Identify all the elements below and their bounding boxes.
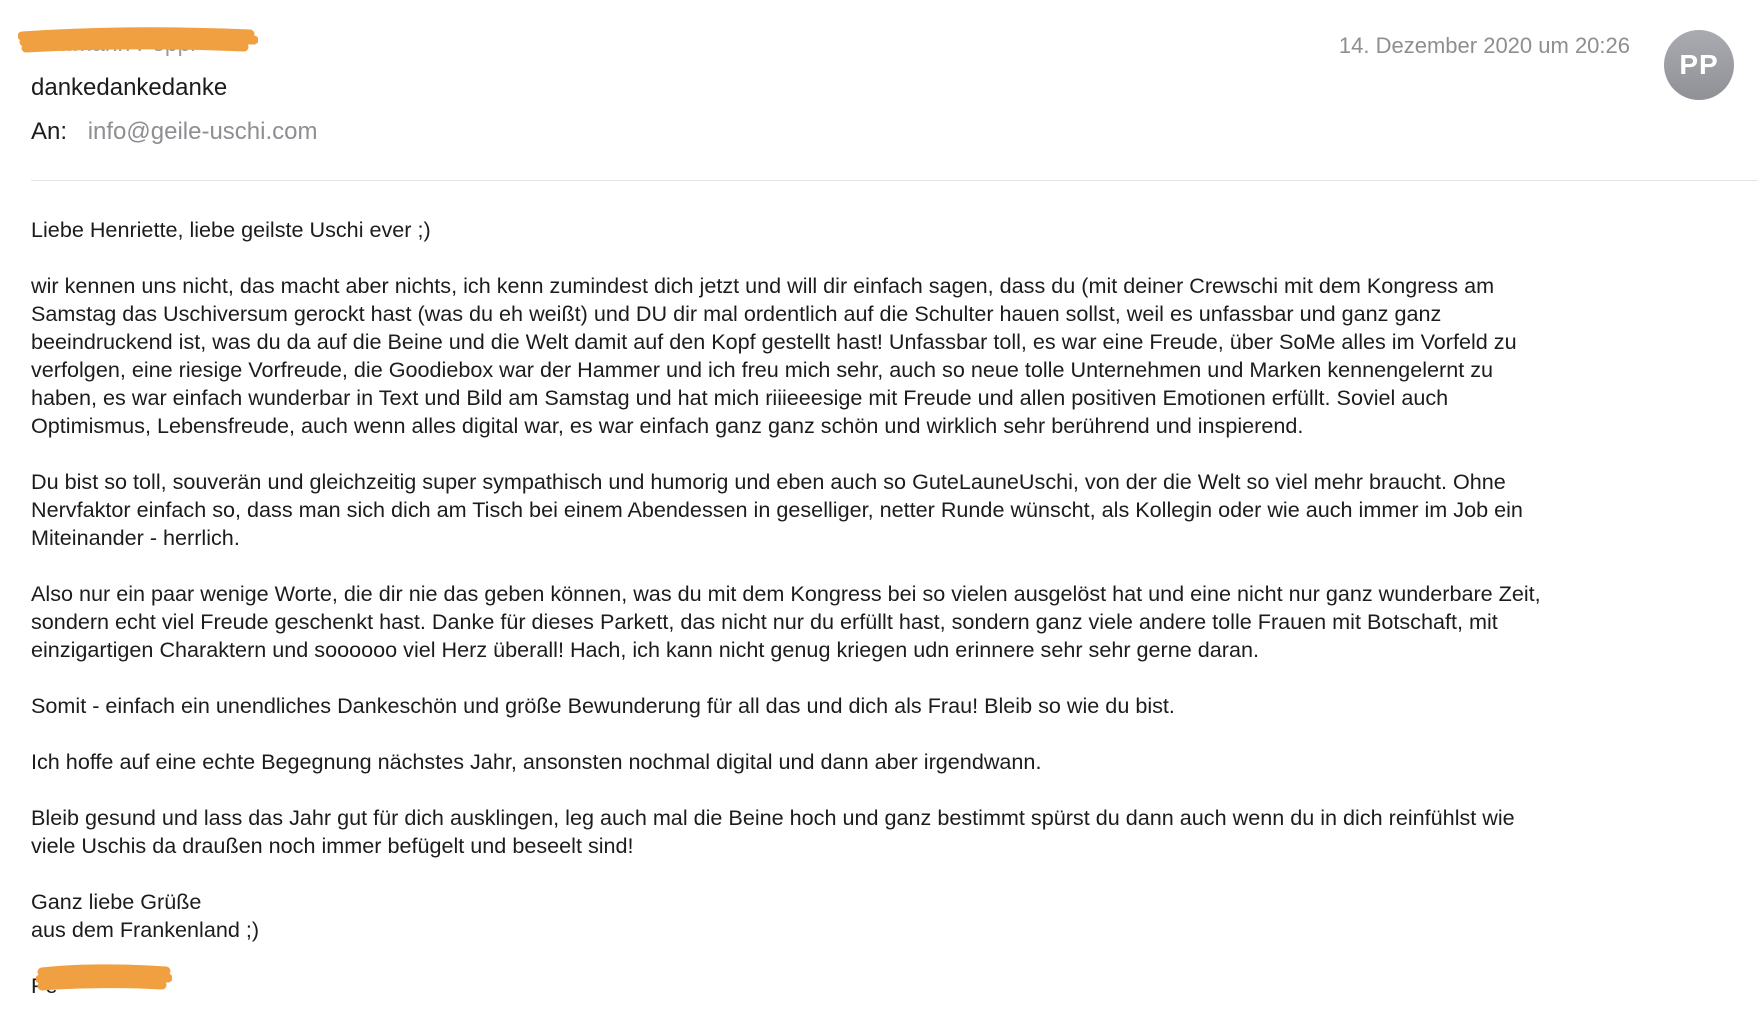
avatar: PP <box>1664 30 1734 100</box>
paragraph-2 <box>31 468 1731 552</box>
mail-subject: dankedankedanke <box>31 74 228 101</box>
closing-line: aus dem Frankenland ;) <box>31 917 260 942</box>
body-line: Samstag das Uschiversum gerockt hast (was du eh weißt) und DU dir mal ordentlich auf die Schulter hauen sollst, weil es unfassbar und ganz ganz <box>31 301 1442 326</box>
body-line: Du bist so toll, souverän und gleichzeitig super sympathisch und humorig und eben auch so GuteLauneUschi, von der die Welt so viel mehr braucht. Ohne <box>31 469 1506 494</box>
body-line: sondern echt viel Freude geschenkt hast. Danke für dieses Parkett, das nicht nur du erfüllt hast, sondern ganz viele andere tolle Frauen mit Botschaft, mit <box>31 609 1498 634</box>
signature-redaction <box>36 962 172 994</box>
mail-datetime: 14. Dezember 2020 um 20:26 <box>1338 33 1630 58</box>
signature <box>31 972 1731 1000</box>
body-line: Bleib gesund und lass das Jahr gut für dich ausklingen, leg auch mal die Beine hoch und ganz bestimmt spürst du dann auch wenn du in dich reinfühlst wie <box>31 805 1515 830</box>
paragraph-4: Somit - einfach ein unendliches Dankeschön und größe Bewunderung für all das und dich als Frau! Bleib so wie du bist. <box>31 693 1175 718</box>
paragraph-5: Ich hoffe auf eine echte Begegnung nächstes Jahr, ansonsten nochmal digital und dann aber irgendwann. <box>31 749 1042 774</box>
body-line: Nervfaktor einfach so, dass man sich dich am Tisch bei einem Abendessen in geselliger, netter Runde wünscht, als Kollegin oder wie auch immer im Job ein <box>31 497 1523 522</box>
mail-header <box>0 0 1758 182</box>
greeting: Liebe Henriette, liebe geilste Uschi ever ;) <box>31 217 431 242</box>
body-line: beeindruckend ist, was du da auf die Beine und die Welt damit auf den Kopf gestellt hast! Unfassbar toll, es war eine Freude, über SoMe alles im Vorfeld zu <box>31 329 1517 354</box>
body-line: haben, es war einfach wunderbar in Text und Bild am Samstag und hat mich riiieeesige mit Freude und allen positiven Emotionen erfüllt. Soviel auch <box>31 385 1449 410</box>
body-line: Optimismus, Lebensfreude, auch wenn alles digital war, es war einfach ganz ganz schön und wirklich sehr berührend und inspierend. <box>31 413 1304 438</box>
closing-line: Ganz liebe Grüße <box>31 889 202 914</box>
paragraph-1 <box>31 272 1731 440</box>
body-line: einzigartigen Charaktern und soooooo viel Herz überall! Hach, ich kann nicht genug kriegen udn erinnere sehr sehr gerne daran. <box>31 637 1259 662</box>
body-line: Also nur ein paar wenige Worte, die dir nie das geben können, was du mit dem Kongress bei so vielen ausgelöst hat und eine nicht nur ganz wunderbare Zeit, <box>31 581 1541 606</box>
paragraph-3 <box>31 580 1731 664</box>
body-line: viele Uschis da draußen noch immer befügelt und beseelt sind! <box>31 833 634 858</box>
mail-body <box>31 216 1731 1028</box>
recipient-address[interactable]: info@geile-uschi.com <box>87 118 318 145</box>
sender-redaction <box>18 26 258 56</box>
sender-name[interactable]: Hoffmann Peppi <box>31 30 196 56</box>
closing <box>31 888 1731 944</box>
header-divider <box>31 180 1758 181</box>
recipient-label: An: <box>31 118 68 145</box>
signature-name: Pe <box>31 973 58 998</box>
recipient-row <box>31 118 318 146</box>
body-line: verfolgen, eine riesige Vorfreude, die Goodiebox war der Hammer und ich freu mich sehr, auch so neue tolle Unternehmen und Marken kennengelernt zu <box>31 357 1494 382</box>
body-line: Miteinander - herrlich. <box>31 525 240 550</box>
paragraph-6 <box>31 804 1731 860</box>
body-line: wir kennen uns nicht, das macht aber nichts, ich kenn zumindest dich jetzt und will dir einfach sagen, dass du (mit deiner Crewschi mit dem Kongress am <box>31 273 1495 298</box>
